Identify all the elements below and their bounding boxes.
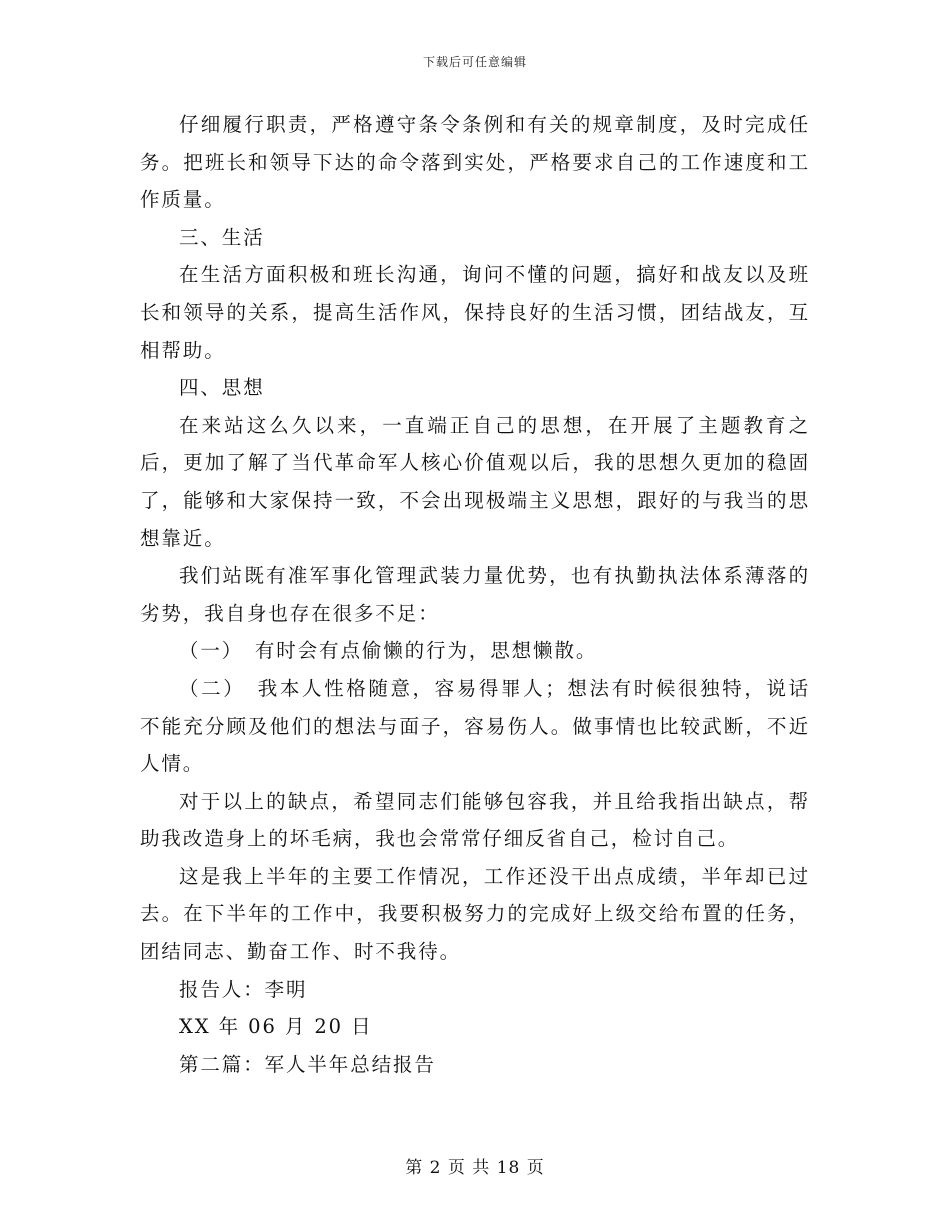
- document-body: [140, 106, 810, 1083]
- heading-thought: 四、思想: [179, 376, 265, 400]
- page-number-footer: 第 2 页 共 18 页: [405, 1158, 545, 1178]
- list-item-1: （一） 有时会有点偷懒的行为，思想懒散。: [179, 639, 598, 663]
- list-item-2: （二） 我本人性格随意，容易得罪人；想法有时候很独特，说话不能充分顾及他们的想法与面子，容易伤人。做事情也比较武断，不近人情。: [140, 676, 810, 776]
- date-line: XX 年 06 月 20 日: [179, 1015, 373, 1039]
- paragraph-life: 在生活方面积极和班长沟通，询问不懂的问题，搞好和战友以及班长和领导的关系，提高生活作风，保持良好的生活习惯，团结战友，互相帮助。: [140, 263, 810, 362]
- paragraph-conclusion: 这是我上半年的主要工作情况，工作还没干出点成绩，半年却已过去。在下半年的工作中，我要积极努力的完成好上级交给布置的任务，团结同志、勤奋工作、时不我待。: [140, 864, 810, 964]
- paragraph-thought: 在来站这么久以来，一直端正自己的思想，在开展了主题教育之后，更加了解了当代革命军人核心价值观以后，我的思想久更加的稳固了，能够和大家保持一致，不会出现极端主义思想，跟好的与我当的思想靠近。: [140, 413, 810, 550]
- paragraph-duty: 仔细履行职责，严格遵守条令条例和有关的规章制度，及时完成任务。把班长和领导下达的命令落到实处，严格要求自己的工作速度和工作质量。: [140, 113, 810, 212]
- paragraph-shortcomings-intro: 我们站既有准军事化管理武装力量优势，也有执勤执法体系薄落的劣势，我自身也存在很多不足：: [140, 564, 810, 625]
- heading-life: 三、生活: [179, 225, 265, 249]
- page-header: 下载后可任意编辑: [422, 55, 527, 69]
- section-title-part2: 第二篇：军人半年总结报告: [179, 1052, 436, 1076]
- reporter-line: 报告人：李明: [179, 977, 308, 1001]
- paragraph-request: 对于以上的缺点，希望同志们能够包容我，并且给我指出缺点，帮助我改造身上的坏毛病，我也会常常仔细反省自己，检讨自己。: [140, 789, 810, 851]
